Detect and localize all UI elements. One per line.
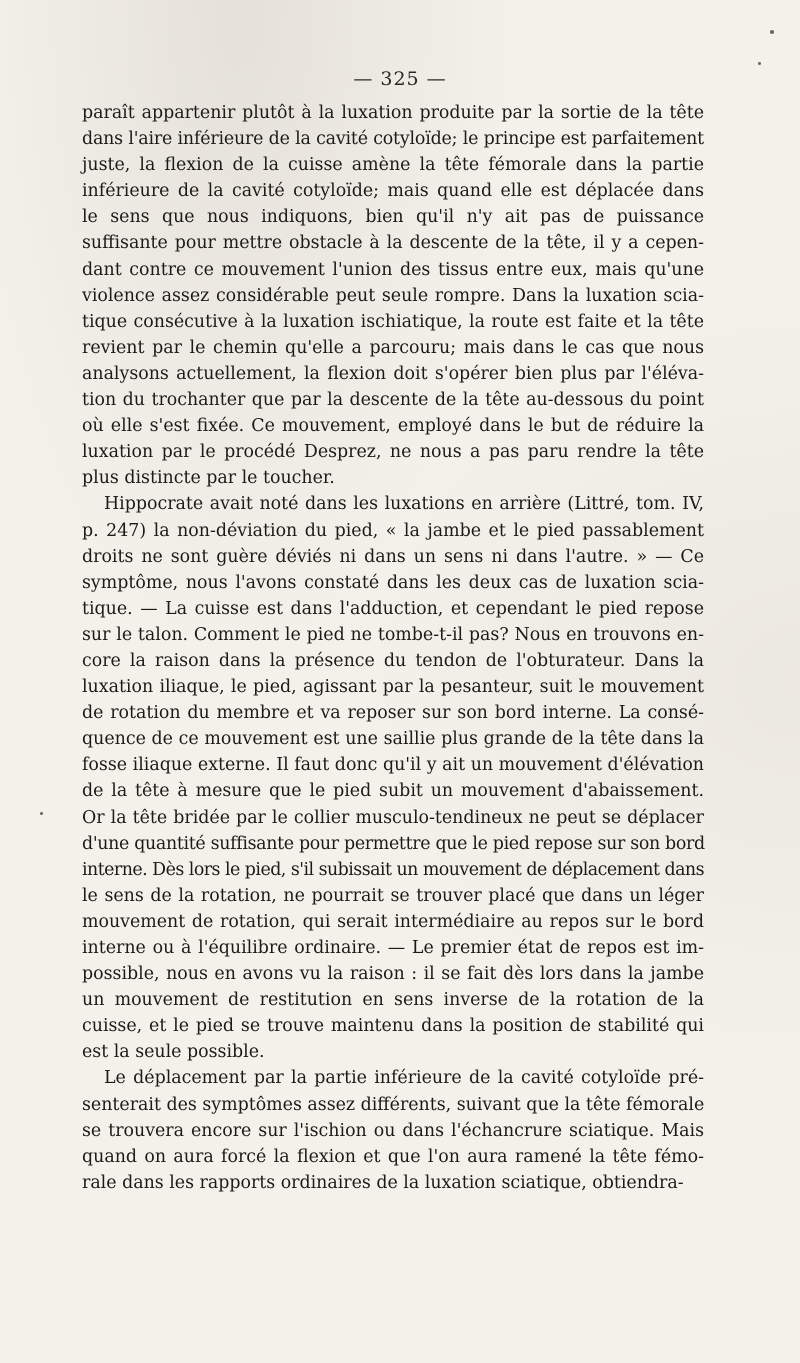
text-line: tique consécutive à la luxation ischiatique, la route est faite et la tête xyxy=(82,311,704,332)
text-line: plus distincte par le toucher. xyxy=(82,468,335,489)
text-line: possible, nous en avons vu la raison : il se fait dès lors dans la jambe xyxy=(82,964,704,985)
text-line: suffisante pour mettre obstacle à la descente de la tête, il y a cepen- xyxy=(82,233,704,254)
paper-speck xyxy=(770,30,774,34)
text-line: se trouvera encore sur l'ischion ou dans l'échancrure sciatique. Mais xyxy=(82,1120,704,1141)
text-line: tion du trochanter que par la descente de la tête au-dessous du point xyxy=(82,390,704,411)
page-number: — 325 — xyxy=(353,68,447,90)
text-line: où elle s'est fixée. Ce mouvement, employé dans le but de réduire la xyxy=(82,416,704,437)
text-line: juste, la flexion de la cuisse amène la tête fémorale dans la partie xyxy=(82,155,704,176)
text-line: violence assez considérable peut seule rompre. Dans la luxation scia- xyxy=(82,285,704,306)
text-line: fosse iliaque externe. Il faut donc qu'il y ait un mouvement d'élévation xyxy=(82,755,704,776)
text-line: Hippocrate avait noté dans les luxations en arrière (Littré, tom. IV, xyxy=(104,494,704,515)
text-line: Le déplacement par la partie inférieure de la cavité cotyloïde pré- xyxy=(104,1068,704,1089)
text-line: interne ou à l'équilibre ordinaire. — Le premier état de repos est im- xyxy=(82,938,704,958)
text-line: rale dans les rapports ordinaires de la luxation sciatique, obtiendra- xyxy=(82,1172,684,1193)
text-line: dant contre ce mouvement l'union des tissus entre eux, mais qu'une xyxy=(82,259,704,280)
text-line: cuisse, et le pied se trouve maintenu dans la position de stabilité qui xyxy=(82,1016,704,1037)
text-line: quence de ce mouvement est une saillie plus grande de la tête dans la xyxy=(82,729,704,750)
text-line: inférieure de la cavité cotyloïde; mais quand elle est déplacée dans xyxy=(82,181,704,202)
text-line: symptôme, nous l'avons constaté dans les deux cas de luxation scia- xyxy=(82,572,704,593)
text-line: senterait des symptômes assez différents, suivant que la tête fémorale xyxy=(82,1094,705,1115)
text-line: Or la tête bridée par le collier musculo-tendineux ne peut se déplacer xyxy=(82,807,704,828)
paragraph-2 xyxy=(82,491,704,1065)
text-line: sur le talon. Comment le pied ne tombe-t-il pas? Nous en trouvons en- xyxy=(82,624,704,645)
text-line: luxation par le procédé Desprez, ne nous a pas paru rendre la tête xyxy=(82,442,704,463)
text-line: un mouvement de restitution en sens inverse de la rotation de la xyxy=(82,990,704,1011)
text-line: paraît appartenir plutôt à la luxation produite par la sortie de la tête xyxy=(82,103,704,123)
body-text xyxy=(82,100,704,1196)
text-line: revient par le chemin qu'elle a parcouru; mais dans le cas que nous xyxy=(82,337,704,358)
paper-speck xyxy=(758,62,761,65)
text-line: d'une quantité suffisante pour permettre que le pied repose sur son bord xyxy=(82,833,705,854)
paragraph-1 xyxy=(82,100,704,491)
text-line: droits ne sont guère déviés ni dans un sens ni dans l'autre. » — Ce xyxy=(82,546,704,567)
text-line: core la raison dans la présence du tendon de l'obturateur. Dans la xyxy=(82,650,704,671)
text-line: mouvement de rotation, qui serait intermédiaire au repos sur le bord xyxy=(82,911,704,932)
text-line: luxation iliaque, le pied, agissant par la pesanteur, suit le mouvement xyxy=(82,677,704,698)
text-line: est la seule possible. xyxy=(82,1042,265,1063)
text-line: analysons actuellement, la flexion doit s'opérer bien plus par l'éléva- xyxy=(82,363,704,384)
text-line: p. 247) la non-déviation du pied, « la jambe et le pied passablement xyxy=(82,520,704,541)
text-line: le sens de la rotation, ne pourrait se trouver placé que dans un léger xyxy=(82,885,704,906)
paragraph-3 xyxy=(82,1065,704,1195)
text-line: tique. — La cuisse est dans l'adduction, et cependant le pied repose xyxy=(82,598,704,619)
text-line: le sens que nous indiquons, bien qu'il n'y ait pas de puissance xyxy=(82,207,704,228)
text-line: dans l'aire inférieure de la cavité cotyloïde; le principe est parfaitement xyxy=(82,129,704,150)
text-line: quand on aura forcé la flexion et que l'on aura ramené la tête fémo- xyxy=(82,1146,704,1167)
text-line: de rotation du membre et va reposer sur son bord interne. La consé- xyxy=(82,703,704,724)
text-line: interne. Dès lors le pied, s'il subissait un mouvement de déplacement dans xyxy=(82,859,704,880)
paper-speck xyxy=(40,812,43,815)
text-line: de la tête à mesure que le pied subit un mouvement d'abaissement. xyxy=(82,781,704,802)
